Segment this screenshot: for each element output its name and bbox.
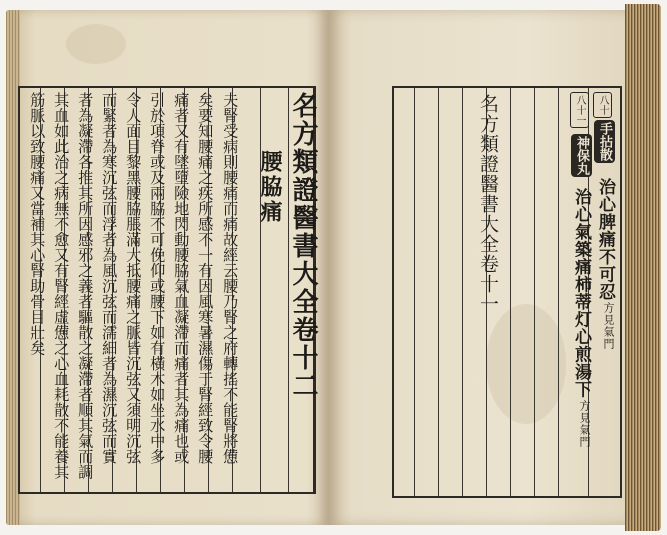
body-column: 矣要知腰痛之疾所感不一有因風寒暑濕傷于腎經致令腰: [196, 92, 215, 464]
section-heading: 腰脇痛: [257, 150, 283, 225]
right-page-title: 名方類證醫書大全卷十一: [477, 94, 499, 314]
entry-note: 方見氣門: [578, 400, 591, 448]
body-column: 夫腎受病則腰痛而痛故經云腰乃腎之府轉搖不能腎將憊: [221, 92, 240, 464]
body-column: 筋脈以致腰痛又當補其心腎助骨目壯矣: [28, 92, 47, 356]
entry-note: 方見氣門: [602, 302, 615, 350]
body-column: 而緊者為寒沉弦而浮者為風沉弦而濡細者為濕沉弦而實: [100, 92, 119, 464]
body-column: 其血如此治之病無不愈又有腎經虛憊之心血耗散不能養其: [52, 92, 71, 480]
body-column: 引於項脊或及兩脇不可俛仰或腰下如有橫木如坐水中多: [148, 92, 167, 464]
entry-name-badge: 神保丸: [571, 134, 592, 177]
body-column: 令人面目黎黑腰脇脹滿大抵腰痛之脈皆沉弦又須明沉弦: [124, 92, 143, 464]
entry-text: 治心脾痛不可忍: [595, 178, 615, 301]
entry-text: 治心氣築痛柿蒂灯心煎湯下: [571, 188, 591, 398]
body-column: 者為凝滯各推其所因感邪之義者驅散之凝滯者順其氣而調: [76, 92, 95, 480]
body-column: 痛者又有墜墮險地閃動腰脇氣血凝滯而痛者其為痛也或: [172, 92, 191, 464]
left-page-title: 名方類證醫書大全卷十二: [288, 92, 318, 400]
paper-stain: [66, 24, 126, 64]
right-page-edge: [625, 4, 661, 531]
entry-number-box: 八十: [593, 92, 612, 118]
entry-number-box: 八十一: [570, 92, 589, 128]
entry-name-badge: 手拈散: [594, 120, 615, 163]
